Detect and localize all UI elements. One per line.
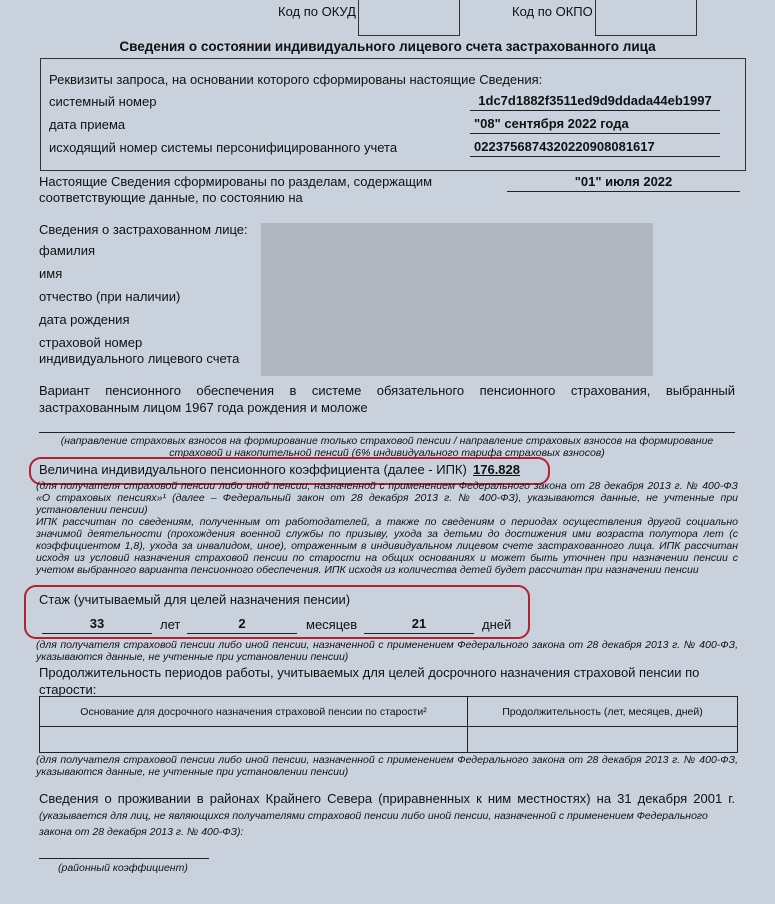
coef-label: (районный коэффициент) bbox=[58, 862, 188, 874]
table-header-duration: Продолжительность (лет, месяцев, дней) bbox=[468, 697, 738, 727]
years-label: лет bbox=[160, 617, 181, 632]
date-label: дата приема bbox=[49, 117, 126, 132]
early-note: (для получателя страховой пенсии либо иной пенсии, назначенной с применением Федерального закона от 28 декабря 2013 г. № 400-ФЗ, указываются данные, не учтенные при установлении пенсии) bbox=[36, 754, 738, 778]
pension-option-text: Вариант пенсионного обеспечения в системе обязательного пенсионного страхования, выбранный застрахованным лицом 1967 года рождения и моложе bbox=[39, 383, 735, 415]
birth-date-label: дата рождения bbox=[39, 312, 130, 327]
table-header-basis: Основание для досрочного назначения страховой пенсии по старости² bbox=[40, 697, 468, 727]
north-label: Сведения о проживании в районах Крайнего Севера (приравненных к ним местностях) на 31 декабря 2001 г. bbox=[39, 791, 735, 806]
ipk-note-2: ИПК рассчитан по сведениям, полученным от работодателей, а также по сведениям о периодах осуществления другой социально значимой деятельности (прохождения военной службы по призыву, ухода за детьми до достижения ими возраста полутора лет (с коэффициентом 1,8), ухода за инвалидом, иное), отраженным в индивидуальном лицевом счете застрахованного лица. ИПК рассчитан исходя из условий назначения страховой пенсии по старости на общих основаниях и может быть уточнен при назначении пенсии с учетом выбранного варианта пенсионного обеспечения. ИПК исходя из количества детей будет рассчитан при назначении пенсии bbox=[36, 516, 738, 576]
table-cell-duration bbox=[468, 727, 738, 753]
ipk-label: Величина индивидуального пенсионного коэффициента (далее - ИПК) bbox=[39, 462, 467, 477]
pension-option-line bbox=[39, 432, 735, 433]
as-of-date: "01" июля 2022 bbox=[507, 174, 740, 192]
name-label: имя bbox=[39, 266, 63, 281]
okud-label: Код по ОКУД bbox=[278, 4, 356, 19]
stazh-years: 33 bbox=[42, 616, 152, 634]
system-number-label: системный номер bbox=[49, 94, 157, 109]
coef-line bbox=[39, 858, 209, 859]
snils-label-1: страховой номер bbox=[39, 335, 143, 350]
pension-option-note: (направление страховых взносов на формирование только страховой пенсии / направление страховых взносов на формирование страховой и накопительной пенсий (6% индивидуального тарифа страховых взносов) bbox=[60, 435, 714, 459]
system-number-value: 1dc7d1882f3511ed9d9ddada44eb1997 bbox=[470, 93, 720, 111]
person-heading: Сведения о застрахованном лице: bbox=[39, 222, 248, 237]
stazh-months: 2 bbox=[187, 616, 297, 634]
stazh-days: 21 bbox=[364, 616, 474, 634]
ipk-value: 176.828 bbox=[473, 462, 520, 477]
table-cell-basis bbox=[40, 727, 468, 753]
early-retirement-table bbox=[39, 696, 738, 753]
page-title: Сведения о состоянии индивидуального лицевого счета застрахованного лица bbox=[119, 39, 656, 54]
okud-box bbox=[358, 0, 460, 36]
surname-label: фамилия bbox=[39, 243, 96, 258]
okpo-label: Код по ОКПО bbox=[512, 4, 593, 19]
redacted-personal-data bbox=[261, 223, 653, 376]
stazh-label: Стаж (учитываемый для целей назначения пенсии) bbox=[39, 592, 351, 607]
as-of-label: Настоящие Сведения сформированы по разделам, содержащим соответствующие данные, по состоянию на bbox=[39, 174, 433, 205]
outgoing-value: 0223756874320220908081617 bbox=[470, 139, 720, 157]
days-label: дней bbox=[482, 617, 512, 632]
ipk-note-1: (для получателя страховой пенсии либо иной пенсии, назначенной с применением Федерального закона от 28 декабря 2013 г. № 400-ФЗ «О страховых пенсиях»¹ (далее – Федеральный закон от 28 декабря 2013 г. № 400-ФЗ), указываются данные, не учтенные при установлении пенсии) bbox=[36, 480, 738, 516]
stazh-note: (для получателя страховой пенсии либо иной пенсии, назначенной с применением Федерального закона от 28 декабря 2013 г. № 400-ФЗ, указываются данные, не учтенные при установлении пенсии) bbox=[36, 639, 738, 663]
patronymic-label: отчество (при наличии) bbox=[39, 289, 181, 304]
early-label: Продолжительность периодов работы, учитываемых для целей досрочного назначения страховой пенсии по старости: bbox=[39, 665, 700, 697]
date-value: "08" сентября 2022 года bbox=[470, 116, 720, 134]
months-label: месяцев bbox=[306, 617, 358, 632]
snils-label-2: индивидуального лицевого счета bbox=[39, 351, 240, 366]
north-note: (указывается для лиц, не являющихся получателями страховой пенсии либо иной пенсии, назначенной с применением Федерального закона от 28 декабря 2013 г. № 400-ФЗ): bbox=[39, 810, 708, 838]
request-heading: Реквизиты запроса, на основании которого сформированы настоящие Сведения: bbox=[49, 72, 543, 87]
okpo-box bbox=[595, 0, 697, 36]
outgoing-label: исходящий номер системы персонифицированного учета bbox=[49, 140, 398, 155]
